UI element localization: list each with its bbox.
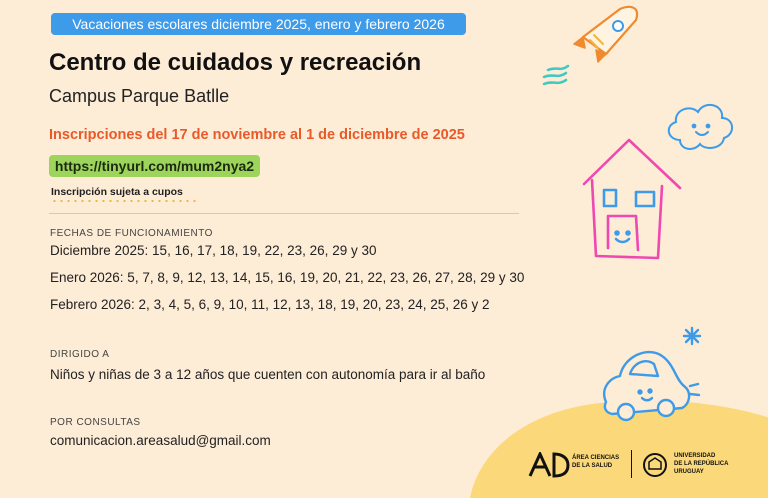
- house-icon: [584, 140, 680, 258]
- page-title: Centro de cuidados y recreación: [49, 49, 422, 76]
- logo-strip: [528, 450, 738, 478]
- area-salud-logo: [528, 452, 570, 478]
- capacity-note: Inscripción sujeta a cupos: [51, 186, 183, 198]
- schedule-december: Diciembre 2025: 15, 16, 17, 18, 19, 22, 23, 26, 29 y 30: [50, 243, 377, 258]
- udelar-logo: [642, 452, 668, 478]
- contact-email[interactable]: comunicacion.areasalud@gmail.com: [50, 433, 271, 448]
- schedule-january: Enero 2026: 5, 7, 8, 9, 12, 13, 14, 15, 16, 19, 20, 21, 22, 23, 26, 27, 28, 29 y 30: [50, 270, 525, 285]
- page-subtitle: Campus Parque Batlle: [49, 86, 230, 106]
- schedule-label: FECHAS DE FUNCIONAMIENTO: [50, 228, 213, 239]
- logo-divider: [631, 450, 632, 478]
- rocket-icon: [544, 7, 637, 84]
- car-icon: [604, 352, 699, 420]
- cloud-icon: [669, 105, 732, 149]
- audience-label: DIRIGIDO A: [50, 349, 110, 360]
- area-logo-text-2: DE LA SALUD: [572, 463, 613, 469]
- registration-link[interactable]: https://tinyurl.com/mum2nya2: [49, 155, 260, 177]
- udelar-text-3: URUGUAY: [674, 469, 704, 475]
- sparkle-icon: [684, 328, 700, 344]
- top-banner: Vacaciones escolares diciembre 2025, enero y febrero 2026: [51, 13, 466, 35]
- registration-dates: Inscripciones del 17 de noviembre al 1 de diciembre de 2025: [49, 127, 465, 143]
- area-logo-text-1: ÁREA CIENCIAS: [572, 455, 620, 461]
- contact-label: POR CONSULTAS: [50, 417, 141, 428]
- udelar-text-2: DE LA REPÚBLICA: [674, 461, 729, 467]
- section-divider: [49, 213, 519, 214]
- illustrations: [530, 0, 768, 494]
- udelar-text-1: UNIVERSIDAD: [674, 453, 716, 459]
- dotted-underline: [51, 200, 196, 202]
- schedule-february: Febrero 2026: 2, 3, 4, 5, 6, 9, 10, 11, 12, 13, 18, 19, 20, 23, 24, 25, 26 y 2: [50, 297, 490, 312]
- audience-text: Niños y niñas de 3 a 12 años que cuenten con autonomía para ir al baño: [50, 367, 486, 382]
